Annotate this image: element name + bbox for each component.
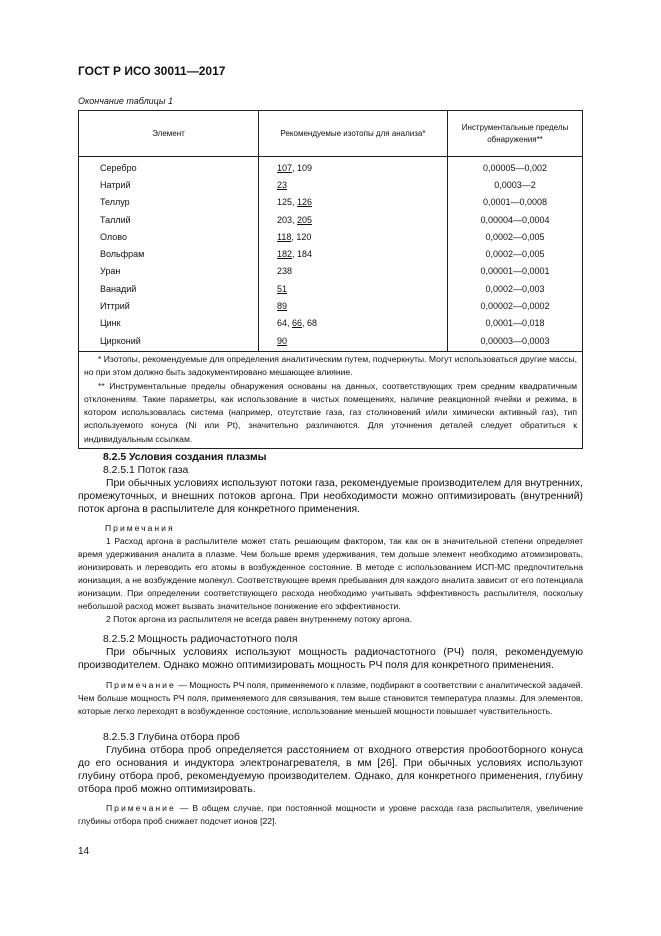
isotope-plain: 64, [277,318,293,329]
paragraph-rf-power: При обычных условиях используют мощность радиочастотного (РЧ) поля, рекомендуемую производителем. Однако можно оптимизировать мощность РЧ поля для конкретного применения. [78,647,583,671]
cell-detection-limit: 0,0003—2 [448,176,583,193]
note-rf-power [78,679,583,718]
limits-header-text: Инструментальные пределы обнаружения** [461,122,569,144]
isotope-recommended: 51 [277,283,288,294]
table-caption: Окончание таблицы 1 [78,96,173,106]
cell-element: Таллий [79,211,259,228]
isotope-recommended: 107 [277,162,293,173]
table-row [79,194,583,211]
isotope-plain: , 68 [302,318,318,329]
cell-isotopes [259,315,448,332]
table-row [79,297,583,314]
section-heading-8-2-5-3: 8.2.5.3 Глубина отбора проб [103,732,240,743]
table-row [79,315,583,332]
cell-isotopes [259,332,448,352]
isotope-plain: 125, [277,197,298,208]
table-row [79,228,583,245]
cell-element: Вольфрам [79,245,259,262]
column-header-isotopes: Рекомендуемые изотопы для анализа* [259,111,448,157]
isotope-recommended: 205 [297,214,313,225]
cell-detection-limit: 0,0002—0,003 [448,280,583,297]
table-header-row [79,111,583,157]
table-row [79,332,583,352]
cell-detection-limit: 0,00005—0,002 [448,157,583,177]
note-sampling-depth-text: — В общем случае, при постоянной мощности и уровне расхода газа распылителя, увеличение глубины отбора проб снижает подсчет ионов [22]. [78,803,583,826]
section-heading-8-2-5-2: 8.2.5.2 Мощность радиочастотного поля [103,634,298,645]
isotope-plain: , 120 [291,231,312,242]
note-2: 2 Поток аргона из распылителя не всегда равен внутреннему потоку аргона. [106,614,412,624]
section-heading-8-2-5: 8.2.5 Условия создания плазмы [103,452,267,463]
paragraph-sampling-depth: Глубина отбора проб определяется расстоянием от входного отверстия пробоотборного конуса до его основания и индуктора электронагревателя, в мм [26]. При обычных условиях используют глубину отбора проб, рекомендуемую производителем. Однако, для конкретного применения, глубину отбора проб можно оптимизировать. [78,745,583,795]
cell-isotopes [259,280,448,297]
page-number: 14 [78,846,90,857]
isotope-recommended: 89 [277,301,288,312]
cell-element: Уран [79,263,259,280]
cell-element: Натрий [79,176,259,193]
isotope-table [78,110,583,352]
cell-detection-limit: 0,00001—0,0001 [448,263,583,280]
isotope-plain: , 184 [292,249,313,260]
cell-isotopes [259,263,448,280]
isotope-plain: , 109 [292,162,313,173]
cell-isotopes [259,194,448,211]
cell-element: Серебро [79,157,259,177]
table-row [79,176,583,193]
document-header: ГОСТ Р ИСО 30011—2017 [78,64,226,78]
cell-element: Теллур [79,194,259,211]
cell-element: Цинк [79,315,259,332]
isotope-recommended: 23 [277,179,288,190]
footnote-isotopes: * Изотопы, рекомендуемые для определения аналитическим путем, подчеркнуты. Могут использоваться другие массы, но при этом должно быть задокументировано мешающее влияние. [84,354,577,378]
cell-isotopes [259,157,448,177]
cell-detection-limit: 0,00003—0,0003 [448,332,583,352]
cell-detection-limit: 0,0002—0,005 [448,245,583,262]
table-row [79,211,583,228]
cell-element: Олово [79,228,259,245]
cell-detection-limit: 0,00002—0,0002 [448,297,583,314]
cell-element: Цирконий [79,332,259,352]
footnote-limits: ** Инструментальные пределы обнаружения основаны на данных, соответствующих трем средним квадратичным отклонениям. Такие параметры, как использование в чистых помещениях, наличие реакционной ячейки и режима, в котором использовалась система (например, отсутствие газа, газ столкновений и/или химически активный газ), тип используемого конуса (Ni или Pt), значительно различаются. Для уточнения деталей следует обратиться к индивидуальным ссылкам. [84,380,577,444]
isotope-recommended: 118 [277,231,292,242]
note-label: Примечание [106,803,176,813]
column-header-element: Элемент [79,111,259,157]
isotope-recommended: 66 [292,318,303,329]
column-header-limits [448,111,583,157]
cell-isotopes [259,245,448,262]
cell-element: Ванадий [79,280,259,297]
table-footnotes [78,350,583,449]
table-row [79,280,583,297]
note-1: 1 Расход аргона в распылителе может стать решающим фактором, так как он в значительной степени определяет время удерживания аналита в плазме. Чем больше время удерживания, тем дольше элемент необходимо атомизировать, ионизировать и переводить его атомы в возбужденное состояние. В методе с использованием ИСП-МС предпочтительна ионизация, а не возбуждение молекул. Соответствующее время пребывания для каждого аналита зависит от его потенциала ионизации. При определении соответствующего расхода необходимо учитывать эффективность распылителя, поскольку небольшой расход может вызвать значительное понижение его эффективности. [78,536,583,611]
table-row [79,263,583,280]
note-label: Примечание [106,680,176,690]
section-heading-8-2-5-1: 8.2.5.1 Поток газа [103,465,189,476]
cell-isotopes [259,297,448,314]
cell-element: Иттрий [79,297,259,314]
paragraph-gas-flow: При обычных условиях используют потоки газа, рекомендуемые производителем для внутренних, промежуточных, и внешних потоков аргона. При необходимости можно оптимизировать (внутренний) поток аргона в распылителе для конкретного применения. [78,478,583,515]
table-row [79,157,583,177]
notes-label: Примечания [105,523,175,533]
isotope-recommended: 90 [277,335,288,346]
isotope-plain: 238 [277,266,293,277]
cell-isotopes [259,211,448,228]
table-row [79,245,583,262]
cell-detection-limit: 0,00004—0,0004 [448,211,583,228]
cell-detection-limit: 0,0002—0,005 [448,228,583,245]
isotope-recommended: 126 [297,197,313,208]
cell-isotopes [259,176,448,193]
cell-isotopes [259,228,448,245]
note-sampling-depth [78,802,583,828]
cell-detection-limit: 0,0001—0,018 [448,315,583,332]
isotope-plain: 203, [277,214,298,225]
note-rf-power-text: — Мощность РЧ поля, применяемого к плазме, подбирают в соответствии с аналитической задачей. Чем больше мощность РЧ поля, применяемого для связывания, тем выше становится температура плазмы. Для элементов, которые легко переходят в возбужденное состояние, использование меньшей мощности повышает чувствительность. [78,680,583,716]
cell-detection-limit: 0,0001—0,0008 [448,194,583,211]
isotope-recommended: 182 [277,249,293,260]
